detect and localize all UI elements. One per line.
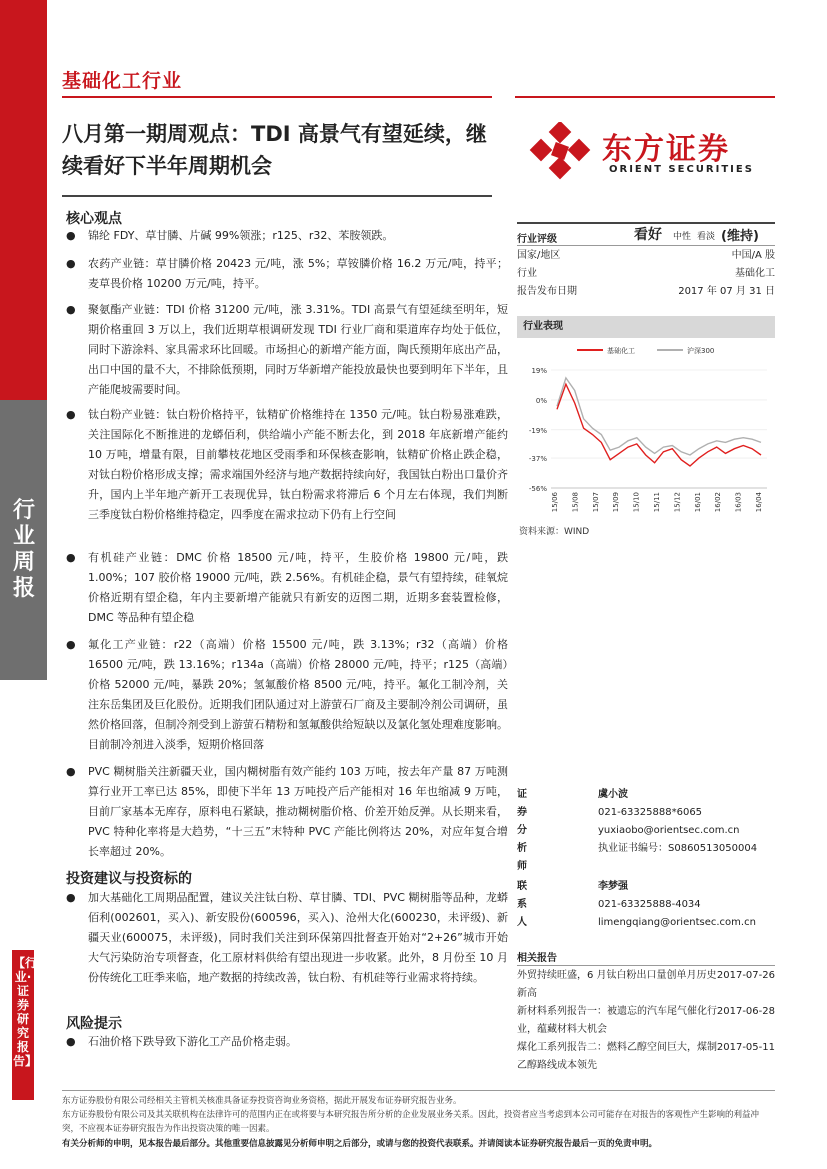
sidebar-series-label: 【行业·证券研究报告】 bbox=[13, 956, 38, 1068]
x-tick-label: 15/09 bbox=[612, 492, 621, 513]
related-report-item[interactable] bbox=[517, 967, 775, 1003]
y-tick-label: 0% bbox=[535, 396, 547, 405]
bullet-icon: ● bbox=[66, 765, 76, 778]
core-view-item: 农药产业链：草甘膦价格 20423 元/吨，涨 5%；草铵膦价格 16.2 万元/吨，持平；麦草畏价格 10200 万元/吨，持平。 bbox=[88, 257, 508, 290]
core-view-item: PVC 糊树脂关注新疆天业，国内糊树脂有效产能约 103 万吨，按去年产量 87 万吨测算行业开工率已达 85%，即使下半年 13 万吨投产后产能相对 16 年也缩减 9 万吨，目前厂家基本无库存，原料电石紧缺，推动糊树脂价格、价差开始反弹。从长期来看，PVC 特种化率将是大趋势，“十三五”末特种 PVC 产能比例将达 20%，对应年复合增长率超过 20%。 bbox=[88, 765, 508, 858]
bullet-icon: ● bbox=[66, 229, 76, 242]
x-tick-label: 15/08 bbox=[571, 492, 580, 513]
x-tick-label: 16/03 bbox=[734, 492, 743, 513]
logo-english-name: ORIENT SECURITIES bbox=[609, 164, 754, 175]
related-report-item[interactable] bbox=[517, 1039, 775, 1075]
x-tick-label: 15/06 bbox=[551, 492, 559, 513]
title-divider bbox=[62, 195, 492, 197]
header-divider bbox=[62, 96, 492, 98]
bullet-icon: ● bbox=[66, 891, 76, 904]
chart-title: 行业表现 bbox=[517, 316, 775, 338]
footer-notice: 有关分析师的申明，见本报告最后部分。其他重要信息披露见分析师申明之后部分，或请与您的投资代表联系。并请阅读本证券研究报告最后一页的免责申明。 bbox=[62, 1139, 658, 1149]
x-tick-label: 16/04 bbox=[755, 492, 763, 513]
investment-heading: 投资建议与投资标的 bbox=[66, 871, 192, 887]
x-tick-label: 15/12 bbox=[673, 492, 682, 513]
footer-line-1: 东方证券股份有限公司经相关主管机关核准具备证券投资咨询业务资格，据此开展发布证券研究报告业务。 bbox=[62, 1096, 462, 1106]
x-tick-label: 15/10 bbox=[632, 492, 641, 513]
rating-value: 看好 bbox=[634, 227, 662, 243]
logo-chinese-name: 东方证券 bbox=[602, 132, 730, 167]
rating-row-value: 基础化工 bbox=[735, 268, 775, 279]
investment-item: 加大基础化工周期品配置，建议关注钛白粉、草甘膦、TDI、PVC 糊树脂等品种，龙蟒佰利(002601，买入)、新安股份(600596，买入)、沧州大化(600230，未评级)、新疆天业(600075，未评级)，同时我们关注到环保第四批督查开始对“2+26”城市开始大气污染防治专项督查，化工原材料供给有望出现进一步收紧。此外，8 月份至 10 月份传统化工旺季来临，地产数据的持续改善，钛白粉、有机硅等行业需求将持续。 bbox=[88, 891, 508, 984]
related-report-title: 外贸持续旺盛，6 月钛白粉出口量创单月历史新高 bbox=[517, 970, 717, 999]
analyst-phone: 021-63325888*6065 bbox=[598, 807, 703, 818]
core-view-item: 聚氨酯产业链：TDI 价格 31200 元/吨，涨 3.31%。TDI 高景气有望延续至明年，短期价格重回 3 万以上，我们近期草根调研发现 TDI 行业厂商和渠道库存均处于低位，同时下游涂料、家具需求环比回暖。市场担心的新增产能方面，陶氏预期年底出产品，出口中国的量不大，不排除低预期，同时万华新增产能投放最快也要到明年下半年，且产能爬坡需要时间。 bbox=[88, 303, 508, 396]
logo-mark-icon bbox=[527, 122, 597, 182]
core-view-item: 有机硅产业链：DMC 价格 18500 元/吨，持平，生胶价格 19800 元/吨，跌 1.00%；107 胶价格 19000 元/吨，跌 2.56%。有机硅企稳，景气有望持续，硅氧烷价格近期有望企稳，年内主要新增产能就只有新安的迈图二期，近期多套装置检修，DMC 等品种有望企稳 bbox=[88, 551, 508, 624]
x-tick-label: 15/11 bbox=[653, 492, 661, 513]
bullet-icon: ● bbox=[66, 408, 76, 421]
related-report-date: 2017-05-11 bbox=[716, 1042, 775, 1053]
y-tick-label: -37% bbox=[528, 455, 547, 464]
header-divider-right bbox=[515, 96, 775, 98]
core-view-item: 锦纶 FDY、草甘膦、片碱 99%领涨；r125、r32、苯胺领跌。 bbox=[88, 229, 394, 242]
rating-row-key: 报告发布日期 bbox=[517, 286, 577, 297]
footer-line-2: 东方证券股份有限公司及其关联机构在法律许可的范围内正在或将要与本研究报告所分析的企业发展业务关系。因此，投资者应当考虑到本公司可能存在对报告的客观性产生影响的利益冲突，不应视本证券研究报告为作出投资决策的唯一因素。 bbox=[62, 1110, 760, 1134]
x-tick-label: 16/01 bbox=[693, 492, 702, 513]
contact-email[interactable]: limengqiang@orientsec.com.cn bbox=[598, 917, 756, 928]
footer-disclaimer bbox=[62, 1094, 775, 1136]
industry-label: 基础化工行业 bbox=[62, 70, 183, 92]
risk-item: 石油价格下跌导致下游化工产品价格走弱。 bbox=[88, 1035, 297, 1048]
contact-phone: 021-63325888-4034 bbox=[598, 899, 701, 910]
sidebar-category-label: 行业周报 bbox=[12, 498, 35, 601]
chart-svg bbox=[517, 338, 775, 520]
industry-performance-chart bbox=[517, 338, 775, 520]
contact-label: 联系人 bbox=[517, 881, 527, 928]
y-tick-label: -56% bbox=[528, 485, 547, 493]
chart-source: 资料来源：WIND bbox=[519, 527, 590, 537]
analyst-email[interactable]: yuxiaobo@orientsec.com.cn bbox=[598, 825, 740, 836]
bullet-icon: ● bbox=[66, 257, 76, 270]
legend-label: 沪深300 bbox=[687, 347, 715, 355]
core-view-item: 钛白粉产业链：钛白粉价格持平，钛精矿价格维持在 1350 元/吨。钛白粉易涨难跌，关注国际化不断推进的龙蟒佰利，供给端小产能不断去化，到 2018 年底新增产能约 10 万吨，增量有限，目前攀枝花地区受雨季和环保核查影响，钛精矿价格止跌企稳，对钛白粉价格形成支撑；需求端国外经济与地产数据持续向好，我国钛白粉出口量价齐升，国内上半年地产新开工表现优异，钛白粉需求将滞后 6 个月左右体现，我们判断三季度钛白粉价格维持稳定，四季度在需求拉动下仍有上行空间 bbox=[88, 408, 508, 521]
y-tick-label: 19% bbox=[531, 367, 547, 375]
series-line bbox=[557, 384, 761, 466]
analyst-name: 虞小波 bbox=[598, 789, 628, 800]
analyst-cert: 执业证书编号：S0860513050004 bbox=[598, 843, 758, 854]
bullet-icon: ● bbox=[66, 551, 76, 564]
rating-row-key: 行业 bbox=[517, 268, 537, 279]
related-report-title: 煤化工系列报告二：燃料乙醇空间巨大，煤制乙醇路线成本领先 bbox=[517, 1042, 717, 1071]
report-title: 八月第一期周观点：TDI 高景气有望延续，继续看好下半年周期机会 bbox=[62, 122, 487, 178]
rating-row-value: 中国/A 股 bbox=[731, 250, 775, 261]
y-tick-label: -19% bbox=[528, 426, 547, 435]
sidebar-red-block bbox=[0, 0, 47, 400]
x-tick-label: 16/02 bbox=[714, 492, 723, 513]
related-divider bbox=[517, 965, 775, 966]
core-views-heading: 核心观点 bbox=[66, 211, 122, 227]
risk-heading: 风险提示 bbox=[66, 1016, 122, 1032]
company-logo bbox=[527, 122, 787, 182]
analyst-label: 证券分析师 bbox=[517, 789, 527, 872]
legend-label: 基础化工 bbox=[607, 347, 635, 355]
rating-option-negative: 看淡 bbox=[697, 232, 716, 242]
footer-divider bbox=[62, 1090, 775, 1091]
rating-divider bbox=[517, 245, 775, 246]
core-view-item: 氟化工产业链：r22（高端）价格 15500 元/吨，跌 3.13%；r32（高端）价格 16500 元/吨，跌 13.16%；r134a（高端）价格 28000 元/吨，持平；r125（高端）价格 52000 元/吨，暴跌 20%；氢氟酸价格 8500 元/吨，持平。氟化工制冷剂，关注东岳集团及巨化股份。近期我们团队通过对上游萤石厂商及主要制冷剂公司调研，虽然价格回落，但制冷剂受到上游萤石精粉和氢氟酸供给短缺以及氯化氢处理难度影响。目前制冷剂进入淡季，短期价格回落 bbox=[88, 638, 508, 751]
rating-row-key: 国家/地区 bbox=[517, 250, 561, 261]
bullet-icon: ● bbox=[66, 303, 76, 316]
related-report-item[interactable] bbox=[517, 1003, 775, 1039]
related-heading: 相关报告 bbox=[517, 953, 557, 964]
contact-name: 李梦强 bbox=[598, 881, 628, 892]
related-report-date: 2017-07-26 bbox=[716, 970, 775, 981]
x-tick-label: 15/07 bbox=[591, 492, 600, 513]
rating-option-neutral: 中性 bbox=[673, 232, 692, 242]
rating-keep: (维持) bbox=[721, 229, 759, 244]
bullet-icon: ● bbox=[66, 1035, 76, 1048]
related-report-date: 2017-06-28 bbox=[716, 1006, 775, 1017]
bullet-icon: ● bbox=[66, 638, 76, 651]
related-report-title: 新材料系列报告一：被遗忘的汽车尾气催化行业，蕴藏材料大机会 bbox=[517, 1006, 717, 1035]
rating-row-value: 2017 年 07 月 31 日 bbox=[678, 286, 775, 297]
series-line bbox=[557, 378, 761, 455]
rating-label: 行业评级 bbox=[517, 234, 557, 245]
